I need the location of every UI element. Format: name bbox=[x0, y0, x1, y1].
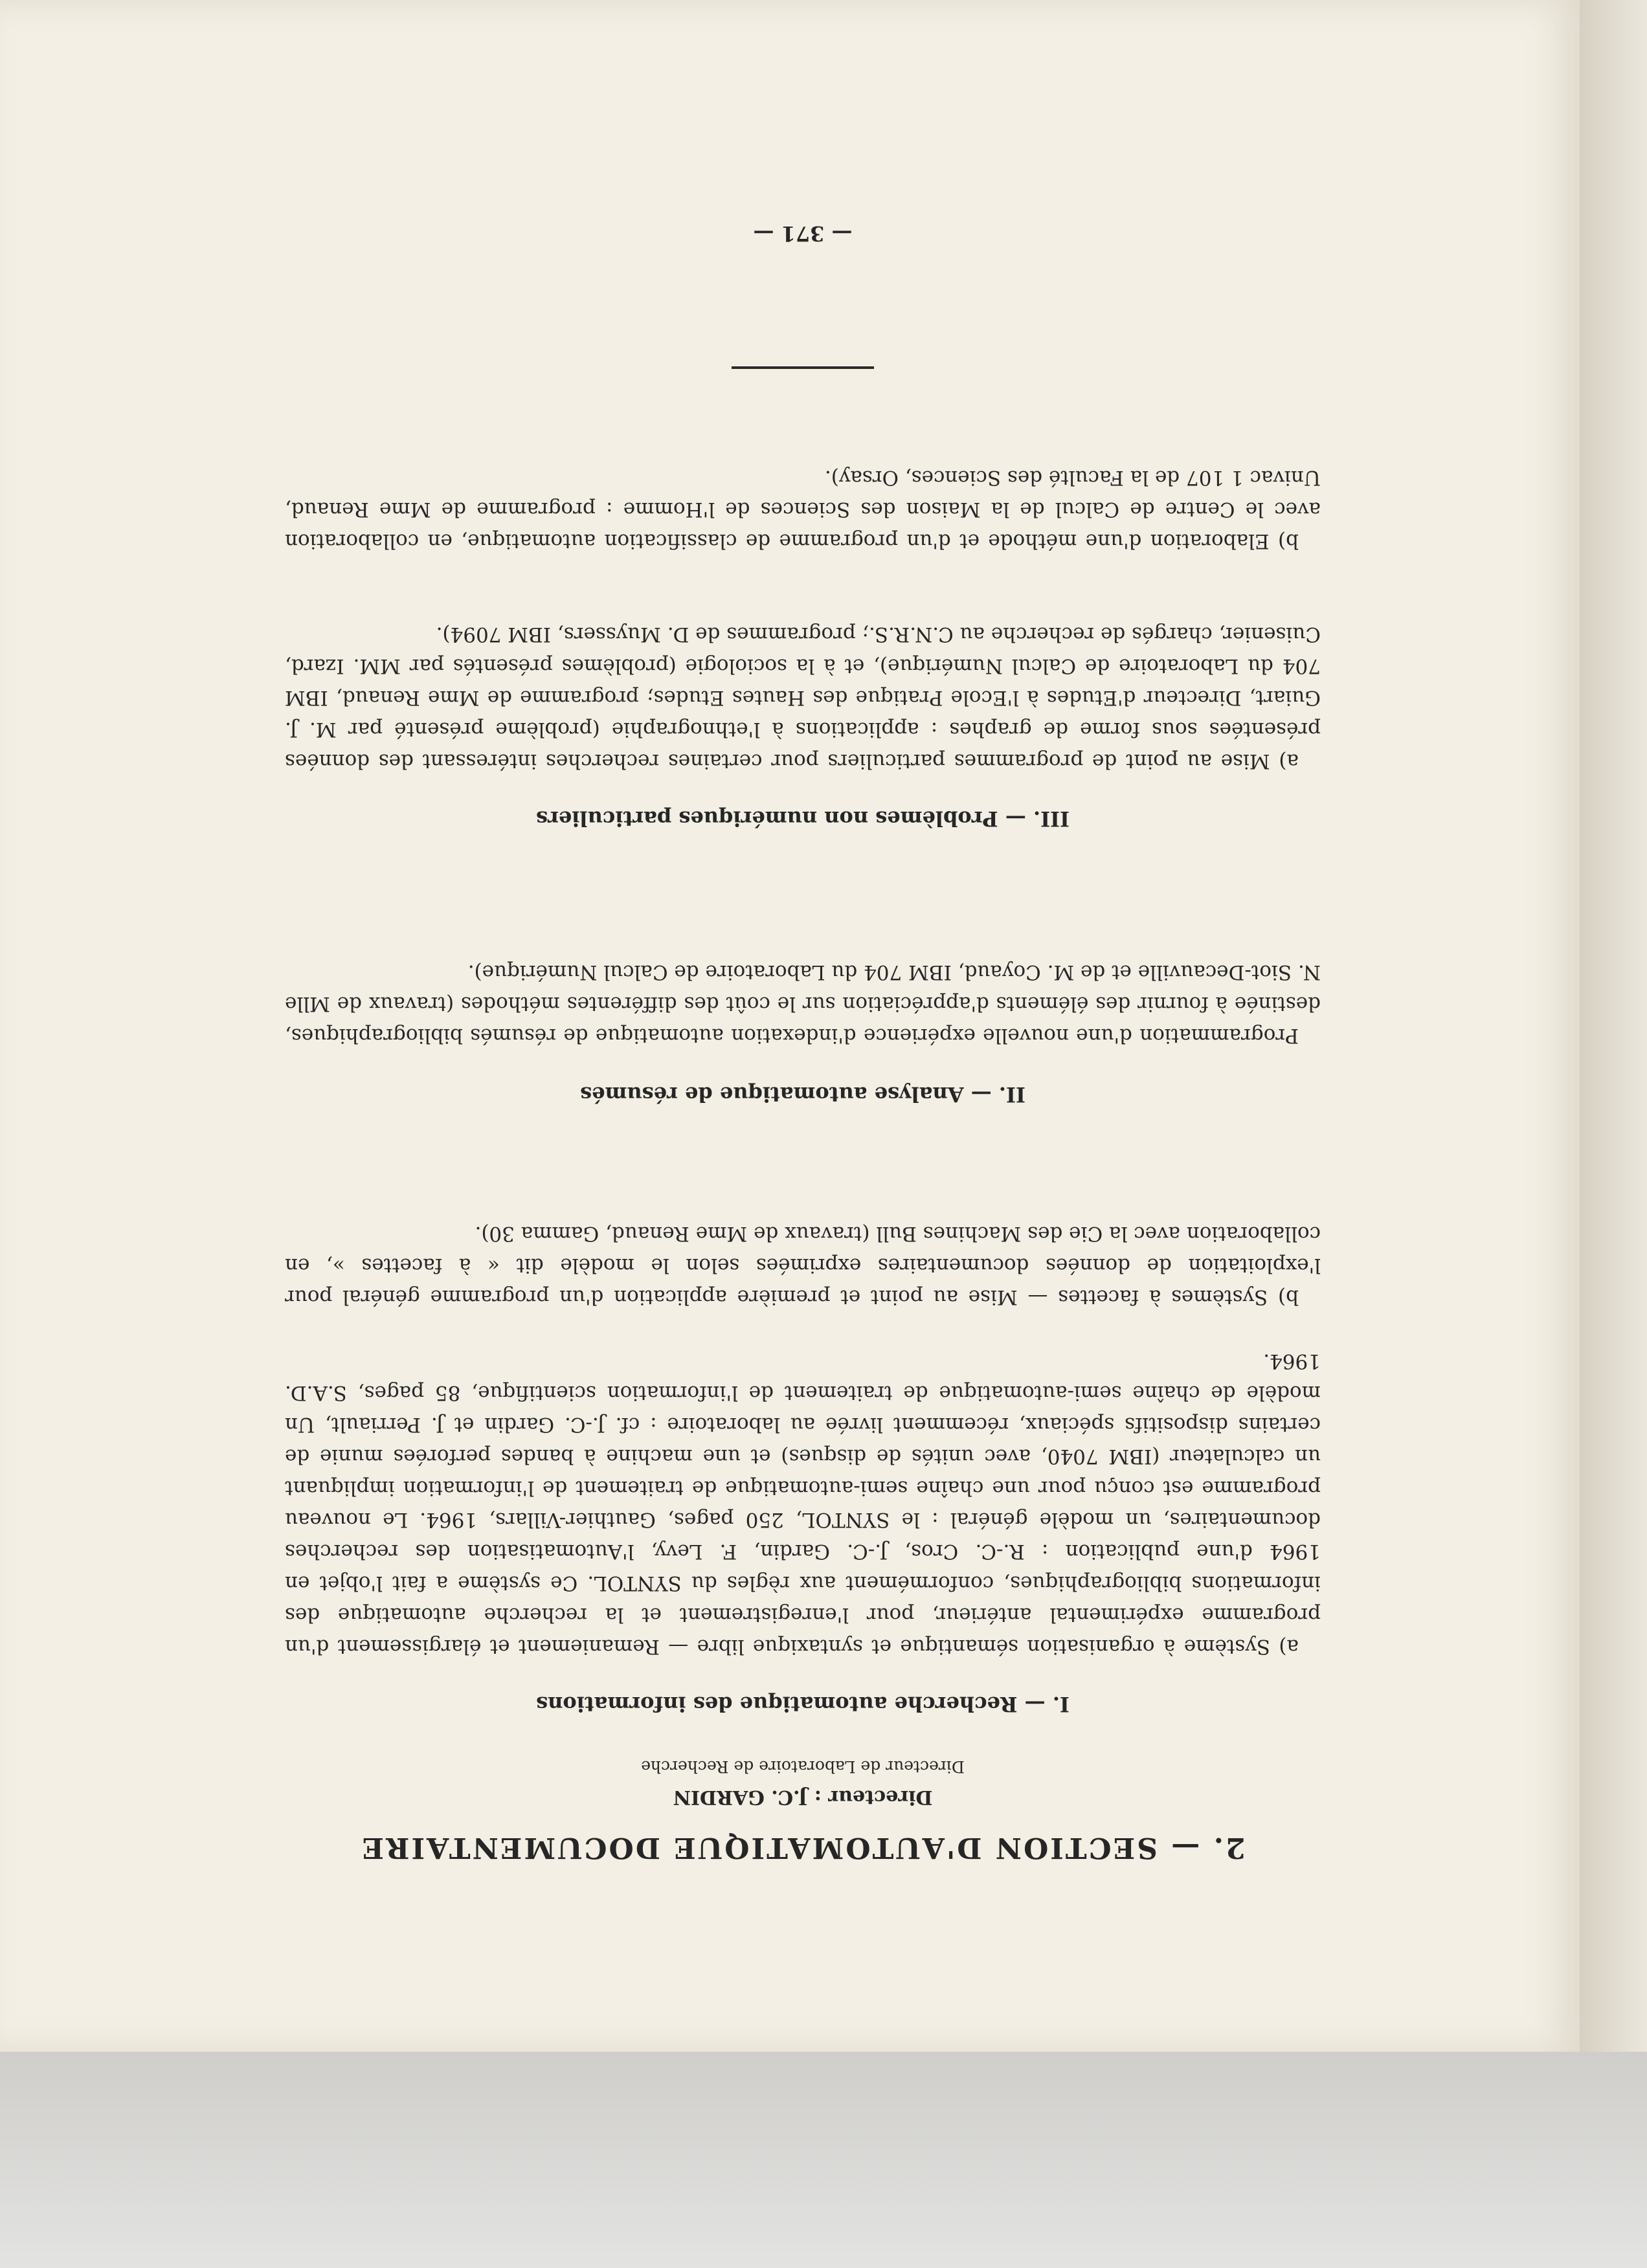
inverted-text-block bbox=[285, 207, 1321, 1864]
section-title: 2. — SECTION D'AUTOMATIQUE DOCUMENTAIRE bbox=[360, 1831, 1246, 1864]
horizontal-rule bbox=[732, 366, 874, 369]
heading-problemes-non-numeriques: III. — Problèmes non numériques particuliers bbox=[536, 806, 1070, 831]
paragraph-indexation: Programmation d'une nouvelle expérience d'indexation automatique de résumés bibliographiques, destinée à fournir des éléments d'appréciation sur le coût des différentes méthodes (travaux de Mlle N. Siot-Decauville et de M. Coyaud, IBM 704 du Laboratoire de Calcul Numérique). bbox=[285, 961, 1321, 1047]
paragraph-facettes: b) Systèmes à facettes — Mise au point et première application d'un programme général pour l'exploitation de données documentaires exprimées selon le modèle dit « à facettes », en collaboration avec la Cie des Machines Bull (travaux de Mme Renaud, Gamma 30). bbox=[285, 1222, 1321, 1309]
paragraph-graphes: a) Mise au point de programmes particuliers pour certaines recherches intéressant des données présentées sous forme de graphes : applications à l'ethnographie (problème présenté par M. J. Guiart, Directeur d'Etudes à l'Ecole Pratique des Hautes Etudes; programme de Mme Renaud, IBM 704 du Laboratoire de Calcul Numérique), et à la sociologie (problèmes présentés par MM. Izard, Cuisenier, chargés de recherche au C.N.R.S.; programmes de D. Muyssers, IBM 7094). bbox=[285, 623, 1321, 773]
scanner-background bbox=[0, 2052, 1647, 2268]
heading-analyse-resumes: II. — Analyse automatique de résumés bbox=[580, 1082, 1025, 1107]
paragraph-syntol: a) Système à organisation sémantique et syntaxique libre — Remaniement et élargissement d'un programme expérimental antérieur, pour l'enregistrement et la recherche automatique des informations bibliographiques, conformément aux règles du SYNTOL. Ce système a fait l'objet en 1964 d'une publication : R.-C. Cros, J.-C. Gardin, F. Levy, l'Automatisation des recherches documentaires, un modèle général : le SYNTOL, 250 pages, Gauthier-Villars, 1964. Le nouveau programme est conçu pour une chaîne semi-automatique de traitement de l'information impliquant un calculateur (IBM 7040, avec unités de disques) et une machine à bandes perforées munie de certains dispositifs spéciaux, récemment livrée au laboratoire : cf. J.-C. Gardin et J. Perriault, Un modèle de chaîne semi-automatique de traitement de l'information scientifique, 85 pages, S.A.D. 1964. bbox=[285, 1350, 1321, 1658]
page-number: — 371 — bbox=[753, 221, 853, 246]
director-line: Directeur : J.C. GARDIN bbox=[673, 1786, 933, 1808]
director-subtitle: Directeur de Laboratoire de Recherche bbox=[641, 1757, 965, 1776]
heading-recherche-automatique: I. — Recherche automatique des informations bbox=[536, 1692, 1070, 1717]
paragraph-classification: b) Elaboration d'une méthode et d'un programme de classification automatique, en collaboration avec le Centre de Calcul de la Maison des Sciences de l'Homme : programme de Mme Renaud, Univac 1 107 de la Faculté des Sciences, Orsay). bbox=[285, 466, 1321, 553]
page-binding-edge bbox=[1580, 0, 1647, 2052]
